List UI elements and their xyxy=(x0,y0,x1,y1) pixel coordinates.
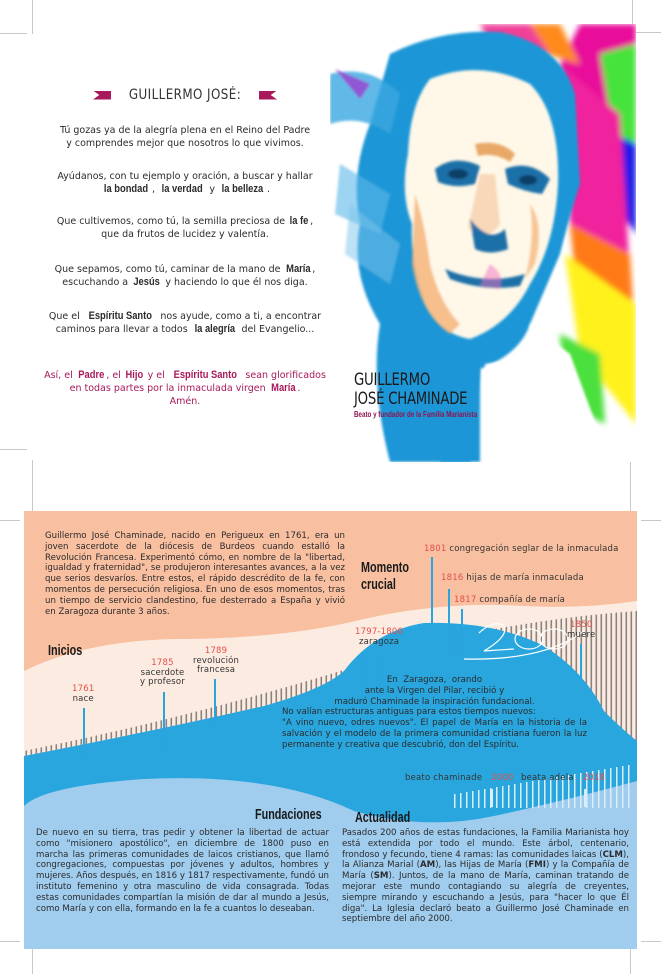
zaragoza-line: maduró Chaminade la inspiración fundacional. xyxy=(334,696,535,707)
zaragoza-line: "A vino nuevo, odres nuevos". El papel de María en la historia de la salvación y el modelo de la primera comunidad cristiana fueron la luz permanente y creativa que descubrió, don del Espíritu. xyxy=(282,718,587,750)
event-year: 2018 xyxy=(582,773,606,783)
closing-doxology xyxy=(40,369,330,408)
event-label: zaragoza xyxy=(358,636,400,647)
emphasis: la verdad xyxy=(161,183,203,195)
subtitle: Beato y fundador de la Familia Marianista xyxy=(354,410,478,419)
heading-actualidad: Actualidad xyxy=(355,809,411,826)
crop-mark xyxy=(641,520,661,521)
stanza-text: que da frutos de lucidez y valentía. xyxy=(101,229,269,240)
event-1761 xyxy=(72,685,94,704)
stanza-text: , xyxy=(151,184,159,195)
stanza-text: y comprendes mejor que nosotros lo que vivimos. xyxy=(66,138,304,149)
stanza-text: , el xyxy=(106,370,124,381)
event-label: hijas de maría inmaculada xyxy=(466,573,584,583)
stanza-text: caminos para llevar a todos xyxy=(55,324,191,335)
fundaciones-paragraph: De nuevo en su tierra, tras pedir y obtener la libertad de actuar como "misionero apostólico", en diciembre de 1800 puso en marcha las primeras comunidades de laicos cristianos, que llamó congregaciones, compuestas por jóvenes y adultos, hombres y mujeres. Años después, en 1816 y 1817 respectivamente, fundó un instituto femenino y otra masculino de vida consagrada. Todas estas comunidades compartían la misión de dar al mundo a Jesús, como María y con ella, formando en la fe a cuantos lo deseaban. xyxy=(36,828,329,914)
acronym-am: AM xyxy=(419,860,436,871)
heading-fundaciones: Fundaciones xyxy=(255,806,322,823)
actualidad-paragraph xyxy=(342,828,629,925)
event-year: 1816 xyxy=(441,573,464,583)
emphasis: María xyxy=(285,263,311,275)
event-year: 1797-1800 xyxy=(355,627,404,637)
emphasis: Jesús xyxy=(133,276,161,288)
ribbon-left-icon xyxy=(93,91,111,100)
event-1789 xyxy=(193,647,239,676)
event-1797-1800 xyxy=(355,628,403,647)
event-1817 xyxy=(454,595,565,605)
prayer-title-text: GUILLERMO JOSÉ: xyxy=(128,87,242,103)
heading-momento xyxy=(361,559,409,593)
event-label: compañía de maría xyxy=(479,595,566,605)
stem-1816 xyxy=(448,589,450,659)
event-year: 1785 xyxy=(151,658,174,668)
event-label: beato chaminade xyxy=(405,773,483,783)
stanza-text: , xyxy=(310,216,314,227)
zaragoza-line: ante la Virgen del Pilar, recibió y xyxy=(364,685,505,696)
stanza-2 xyxy=(40,170,330,196)
stem-1761 xyxy=(83,708,85,763)
stanza-text: Que cultivemos, como tú, la semilla preciosa de xyxy=(56,216,289,227)
actualidad-text: Pasados 200 años de estas fundaciones, la Familia Marianista hoy está extendida por todo el mundo. Este árbol, centenario, frondoso y fecundo, tiene 4 ramas: las comunidades laicas ( xyxy=(342,828,629,860)
acronym-fmi: FMI xyxy=(528,860,546,871)
crop-mark xyxy=(630,460,631,512)
stanza-text: Ayúdanos, con tu ejemplo y oración, a buscar y hallar xyxy=(57,171,313,182)
name-line-1: GUILLERMO xyxy=(354,370,431,390)
event-label: francesa xyxy=(196,665,236,675)
event-1850 xyxy=(567,621,595,640)
crop-mark xyxy=(0,941,20,942)
crop-mark xyxy=(636,32,661,33)
actualidad-text: ). Juntos, de la mano de María, caminan tratando de mejorar este mundo contagiando su alegría de creyentes, siempre mirando y escuchando a Jesús, para "hacer lo que Él diga". La Iglesia declaró beato a Guillermo José Chaminade en septiembre del año 2000. xyxy=(342,871,629,925)
stem-1785 xyxy=(163,692,165,752)
crop-mark xyxy=(32,0,33,34)
stanza-text: y haciendo lo que él nos diga. xyxy=(162,277,308,288)
event-2018 xyxy=(521,773,605,783)
emphasis: Espíritu Santo xyxy=(173,369,237,381)
heading-momento-line2: crucial xyxy=(361,576,396,593)
intro-paragraph: Guillermo José Chaminade, nacido en Perigueux en 1761, era un joven sacerdote de la diócesis de Burdeos cuando estalló la Revolución Francesa. Experimentó cómo, en nombre de la "libertad, igualdad y fraternidad", se produjeron interesantes avances, a la vez que serios desvaríos. Entre estos, el rápido descrédito de la fe, con momentos de persecución religiosa. En uno de esos momentos, tras un tiempo de servicio clandestino, fue desterrado a España y vivió en Zaragoza durante 3 años. xyxy=(45,531,345,617)
emphasis: María xyxy=(270,382,296,394)
crop-mark xyxy=(632,0,633,24)
stanza-4 xyxy=(40,263,330,289)
stanza-text: Tú gozas ya de la alegría plena en el Reino del Padre xyxy=(59,125,311,136)
stanza-text: del Evangelio... xyxy=(238,324,315,335)
stem-2018 xyxy=(584,789,586,807)
crop-mark xyxy=(641,941,661,942)
stanza-text: y el xyxy=(144,370,168,381)
stanza-3 xyxy=(40,215,330,241)
emphasis: la belleza xyxy=(221,183,264,195)
crop-mark xyxy=(0,520,20,521)
name-line-2: JOSÉ CHAMINADE xyxy=(354,389,468,409)
emphasis: Hijo xyxy=(125,369,144,381)
event-1801 xyxy=(424,544,619,554)
stanza-text: escuchando a xyxy=(62,277,132,288)
event-2000 xyxy=(405,773,514,783)
actualidad-text: ), las Hijas de María ( xyxy=(435,860,529,871)
event-label: sacerdote xyxy=(140,667,185,678)
event-year: 1789 xyxy=(204,646,228,656)
event-year: 1850 xyxy=(570,620,593,630)
crop-mark xyxy=(630,948,631,974)
actualidad-text: ) y la Compañía de María ( xyxy=(342,860,629,882)
prayer-panel xyxy=(40,80,330,408)
stanza-text: Que el xyxy=(48,311,83,322)
actualidad-text: ), la Alianza Marial ( xyxy=(342,849,629,871)
zaragoza-paragraph xyxy=(282,675,587,751)
timeline-panel xyxy=(24,511,637,949)
event-label: congregación seglar de la inmaculada xyxy=(449,544,619,554)
stanza-text: , xyxy=(312,264,316,275)
event-year: 2000 xyxy=(491,773,514,783)
event-label: nace xyxy=(72,693,94,704)
event-year: 1817 xyxy=(454,595,477,605)
stem-1789 xyxy=(214,679,216,729)
event-1816 xyxy=(441,573,584,583)
portrait-caption xyxy=(354,371,512,419)
stanza-text: nos ayude, como a ti, a encontrar xyxy=(157,311,322,322)
emphasis: la fe xyxy=(289,215,309,227)
event-1785 xyxy=(140,659,185,688)
event-year: 1761 xyxy=(72,684,95,694)
event-label: y profesor xyxy=(140,677,185,687)
crop-mark xyxy=(0,33,27,34)
acronym-clm: CLM xyxy=(602,849,623,860)
stanza-text: . xyxy=(266,184,270,195)
stem-2000 xyxy=(491,789,493,807)
zaragoza-line: No valían estructuras antiguas para estos tiempos nuevos: xyxy=(282,707,536,718)
prayer-title xyxy=(40,80,330,110)
crop-mark xyxy=(0,449,27,450)
stanza-text: sean glorificados xyxy=(242,370,326,381)
stanza-1 xyxy=(40,124,330,150)
heading-inicios: Inicios xyxy=(48,642,83,659)
event-label: revolución xyxy=(193,655,240,666)
emphasis: la alegría xyxy=(194,323,235,335)
stanza-5 xyxy=(40,310,330,336)
emphasis: Espíritu Santo xyxy=(88,310,152,322)
crop-mark xyxy=(32,460,33,512)
emphasis: la bondad xyxy=(103,183,149,195)
emphasis: Padre xyxy=(78,369,105,381)
stem-1817 xyxy=(461,609,463,659)
acronym-sm: SM xyxy=(373,871,389,882)
stanza-text: Que sepamos, como tú, caminar de la mano de xyxy=(54,264,284,275)
event-label: muere xyxy=(567,629,596,640)
zaragoza-line: En Zaragoza, orando xyxy=(386,675,483,685)
stanza-text: y xyxy=(206,184,219,195)
event-label: beata adela xyxy=(521,773,574,783)
stem-1801 xyxy=(431,557,433,667)
event-year: 1801 xyxy=(424,544,447,554)
stanza-text: Así, el xyxy=(44,370,76,381)
stem-1850 xyxy=(580,644,582,679)
stanza-text: en todas partes por la inmaculada virgen xyxy=(69,383,269,394)
stanza-text: . xyxy=(297,383,301,394)
ribbon-right-icon xyxy=(259,91,277,100)
amen: Amén. xyxy=(169,396,201,407)
crop-mark xyxy=(32,948,33,974)
heading-momento-line1: Momento xyxy=(361,559,410,576)
